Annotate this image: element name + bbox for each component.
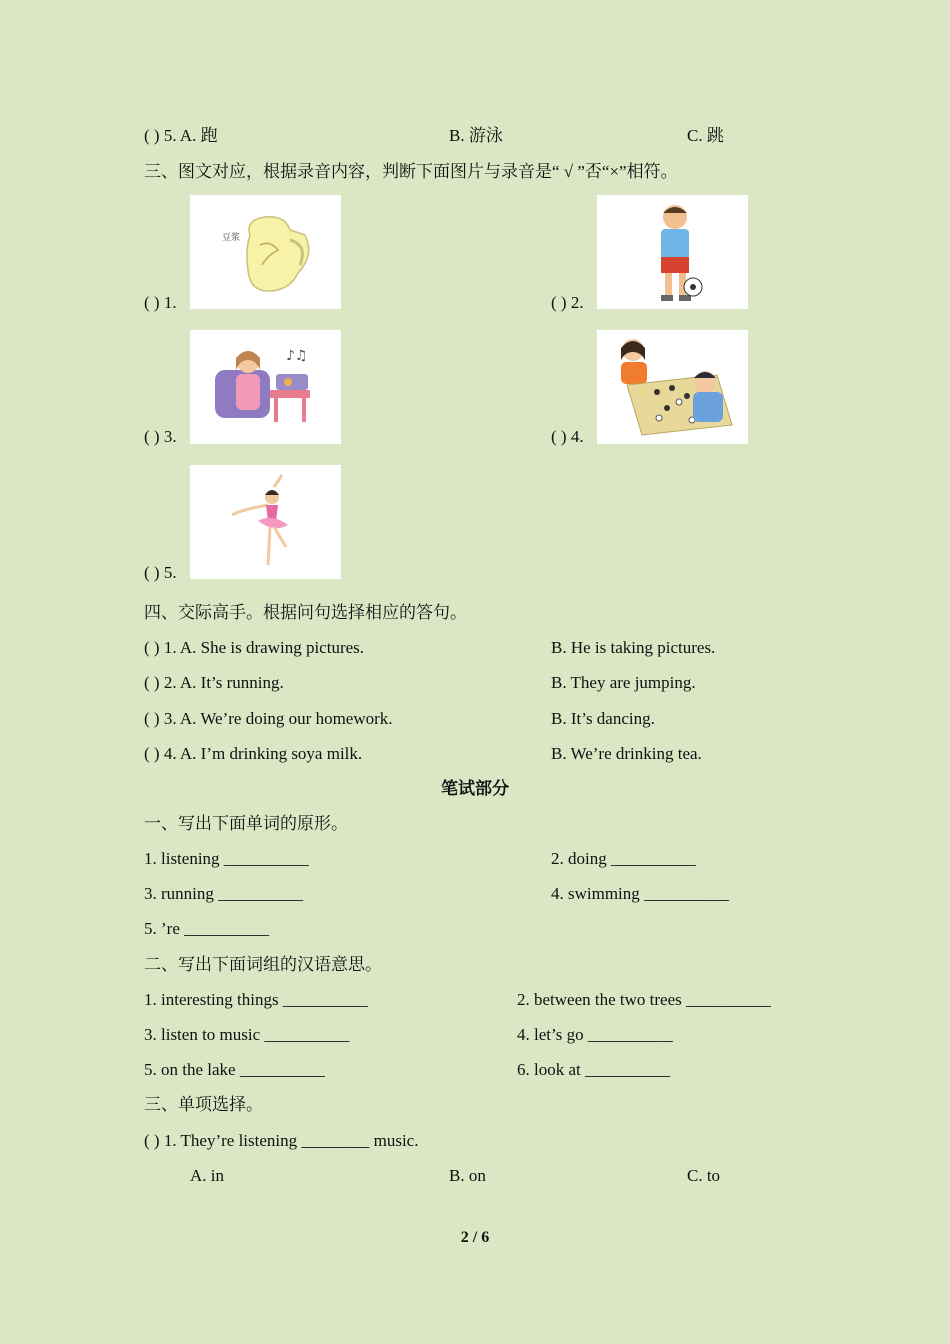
boy-playing-football-icon	[597, 195, 748, 309]
picture-4-label: ( ) 4.	[551, 427, 584, 446]
section4-q2-b: B. They are jumping.	[551, 673, 696, 692]
q5-option-b: B. 游泳	[449, 126, 503, 145]
svg-text:♪♫: ♪♫	[286, 348, 308, 364]
s2-item-1: 1. interesting things __________	[144, 990, 368, 1009]
q5-option-c: C. 跳	[687, 126, 724, 145]
girl-dancing-icon	[190, 465, 341, 579]
section3-title: 三、图文对应，根据录音内容，判断下面图片与录音是“ √ ”否“×”相符。	[144, 162, 678, 181]
picture-5-label: ( ) 5.	[144, 563, 177, 582]
section4-q4-a: ( ) 4. A. I’m drinking soya milk.	[144, 744, 363, 763]
section4-q2-a: ( ) 2. A. It’s running.	[144, 673, 284, 692]
s2-item-3: 3. listen to music __________	[144, 1025, 350, 1044]
s1-item-3: 3. running __________	[144, 884, 304, 903]
section4-q1-b: B. He is taking pictures.	[551, 638, 716, 657]
written-s1-title: 一、写出下面单词的原形。	[144, 814, 348, 833]
s1-item-5: 5. ’re __________	[144, 919, 270, 938]
s1-item-4: 4. swimming __________	[551, 884, 730, 903]
written-s2-title: 二、写出下面词组的汉语意思。	[144, 955, 382, 974]
soya-milk-jug-icon	[190, 195, 341, 309]
s2-item-4: 4. let’s go __________	[517, 1025, 673, 1044]
s3-q1-option-b: B. on	[449, 1166, 486, 1185]
children-playing-chess-icon	[597, 330, 748, 444]
section4-title: 四、交际高手。根据问句选择相应的答句。	[144, 603, 467, 622]
written-s3-title: 三、单项选择。	[144, 1095, 263, 1114]
written-part-title: 笔试部分	[441, 779, 509, 798]
s2-item-2: 2. between the two trees __________	[517, 990, 771, 1009]
section4-q3-a: ( ) 3. A. We’re doing our homework.	[144, 709, 393, 728]
picture-2-label: ( ) 2.	[551, 293, 584, 312]
s3-q1-option-a: A. in	[190, 1166, 224, 1185]
s2-item-6: 6. look at __________	[517, 1060, 670, 1079]
section4-q3-b: B. It’s dancing.	[551, 709, 655, 728]
picture-3-label: ( ) 3.	[144, 427, 177, 446]
section4-q4-b: B. We’re drinking tea.	[551, 744, 702, 763]
s1-item-1: 1. listening __________	[144, 849, 309, 868]
s3-q1-stem: ( ) 1. They’re listening ________ music.	[144, 1131, 419, 1150]
s3-q1-option-c: C. to	[687, 1166, 721, 1185]
picture-1-label: ( ) 1.	[144, 293, 177, 312]
girl-listening-to-music-icon	[190, 330, 341, 444]
page-number: 2 / 6	[460, 1229, 490, 1246]
soya-milk-caption: 豆浆	[222, 233, 241, 243]
q5-stem: ( ) 5. A. 跑	[144, 126, 218, 145]
section4-q1-a: ( ) 1. A. She is drawing pictures.	[144, 638, 365, 657]
s2-item-5: 5. on the lake __________	[144, 1060, 325, 1079]
s1-item-2: 2. doing __________	[551, 849, 696, 868]
